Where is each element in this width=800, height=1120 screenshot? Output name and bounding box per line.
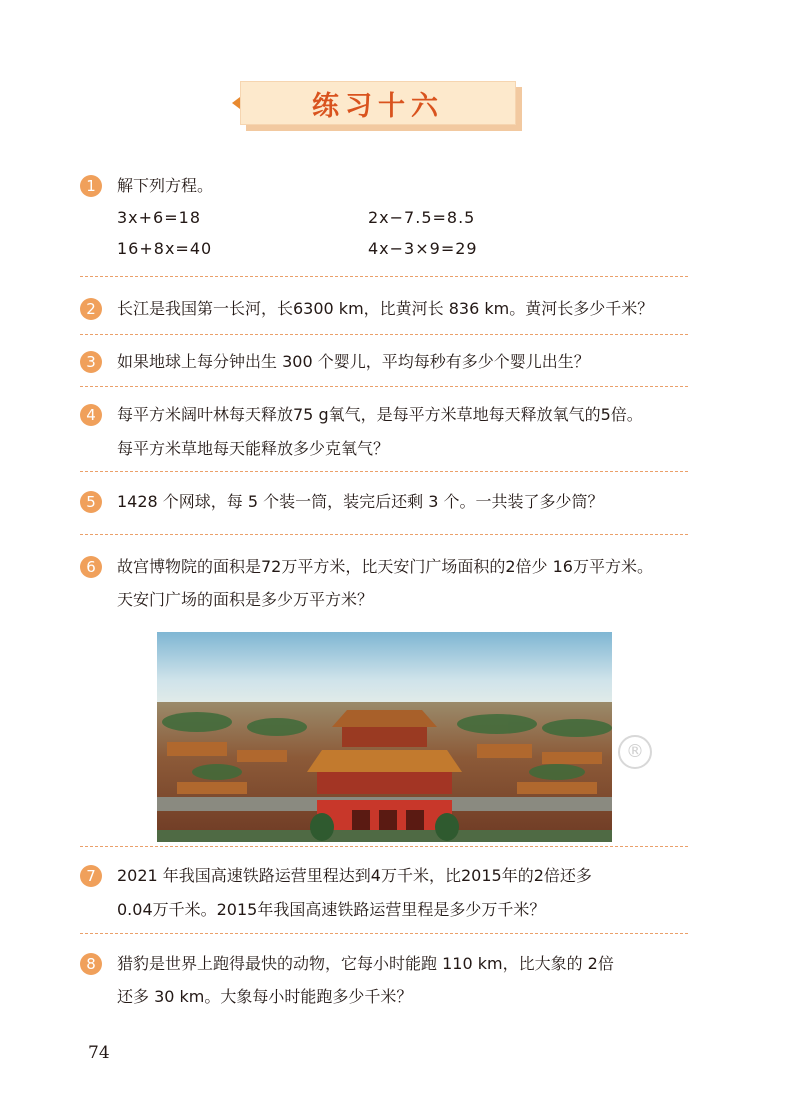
title-panel — [240, 81, 516, 125]
separator — [80, 276, 688, 277]
separator — [80, 846, 688, 847]
question-text: 0.04万千米。2015年我国高速铁路运营里程是多少万千米？ — [117, 900, 546, 919]
equation: 2x−7.5=8.5 — [368, 208, 476, 227]
page-title: 练习十六 — [312, 90, 444, 122]
question-text: 还多 30 km。大象每小时能跑多少千米？ — [117, 987, 413, 1006]
question-text: 故宫博物院的面积是72万平方米，比天安门广场面积的2倍少 16万平方米。 — [117, 557, 653, 576]
question-text: 解下列方程。 — [117, 176, 214, 195]
equation: 16+8x=40 — [117, 239, 213, 258]
question-number: 5 — [80, 491, 102, 513]
question-text: 2021 年我国高速铁路运营里程达到4万千米，比2015年的2倍还多 — [117, 866, 592, 885]
title-banner — [232, 81, 522, 131]
question-text: 长江是我国第一长河，长6300 km，比黄河长 836 km。黄河长多少千米？ — [117, 299, 654, 318]
separator — [80, 386, 688, 387]
question-number: 1 — [80, 175, 102, 197]
equation: 4x−3×9=29 — [368, 239, 478, 258]
question-number: 3 — [80, 351, 102, 373]
separator — [80, 471, 688, 472]
question-text: 1428 个网球，每 5 个装一筒，装完后还剩 3 个。一共装了多少筒？ — [117, 492, 604, 511]
question-text: 如果地球上每分钟出生 300 个婴儿，平均每秒有多少个婴儿出生？ — [117, 352, 590, 371]
forbidden-city-photo — [157, 632, 612, 842]
question-text: 天安门广场的面积是多少万平方米？ — [117, 590, 374, 609]
question-number: 7 — [80, 865, 102, 887]
question-number: 2 — [80, 298, 102, 320]
separator — [80, 933, 688, 934]
separator — [80, 534, 688, 535]
equation: 3x+6=18 — [117, 208, 201, 227]
question-number: 4 — [80, 404, 102, 426]
question-text: 每平方米草地每天能释放多少克氧气？ — [117, 439, 390, 458]
separator — [80, 334, 688, 335]
question-number: 8 — [80, 953, 102, 975]
question-text: 每平方米阔叶林每天释放75 g氧气，是每平方米草地每天释放氧气的5倍。 — [117, 405, 643, 424]
question-text: 猎豹是世界上跑得最快的动物，它每小时能跑 110 km，比大象的 2倍 — [117, 954, 614, 973]
question-number: 6 — [80, 556, 102, 578]
page-number: 74 — [88, 1043, 110, 1063]
registered-mark-icon: ® — [618, 735, 652, 769]
